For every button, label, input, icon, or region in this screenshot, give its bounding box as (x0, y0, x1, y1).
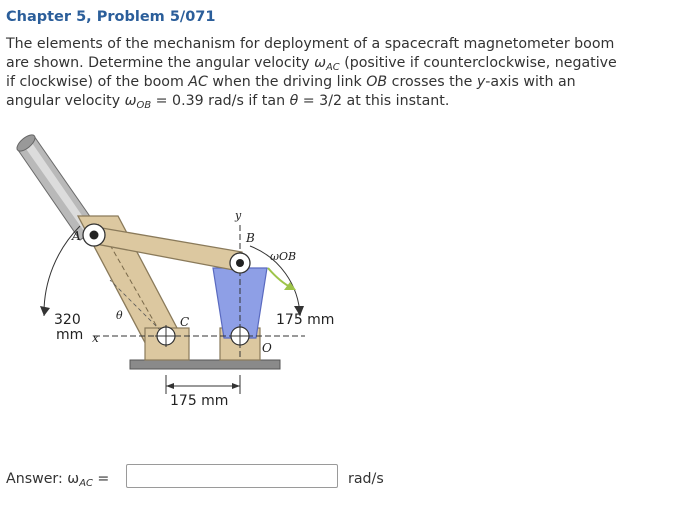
label-y: y (235, 209, 242, 222)
label-theta: θ (116, 309, 123, 322)
dim-175-right: 175 mm (276, 312, 335, 328)
pin-a (83, 224, 105, 246)
label-o: O (262, 341, 272, 355)
dim-320-value: 320 (54, 312, 81, 328)
label-a: A (72, 229, 81, 243)
answer-input[interactable] (126, 464, 338, 488)
problem-line-1: The elements of the mechanism for deployment of a spacecraft magnetometer boom (6, 36, 615, 52)
label-omega-ob: ωOB (270, 250, 297, 263)
dim-320-unit: mm (56, 327, 84, 343)
base-plate (130, 360, 280, 369)
label-c: C (180, 315, 190, 329)
answer-label: Answer: $\omega_{AC}$ = (6, 471, 110, 489)
dim-175-bottom: 175 mm (170, 393, 229, 409)
problem-line-4: angular velocity $\omega_{OB} = 0.39$ rad/s if tan θ = 3/2 at this instant. (6, 93, 450, 111)
problem-line-2: are shown. Determine the angular velocity $\omega_{AC}$ (positive if counterclockwise, negative (6, 55, 617, 73)
answer-row (6, 464, 666, 492)
mechanism-figure (0, 120, 380, 420)
answer-unit: rad/s (348, 471, 384, 487)
label-b: B (246, 231, 255, 245)
problem-line-3: if clockwise) of the boom AC when the driving link OB crosses the y-axis with an (6, 74, 576, 90)
label-x: x (92, 331, 99, 345)
problem-statement (6, 35, 666, 111)
pin-b (230, 253, 250, 273)
problem-heading: Chapter 5, Problem 5/071 (6, 9, 216, 25)
